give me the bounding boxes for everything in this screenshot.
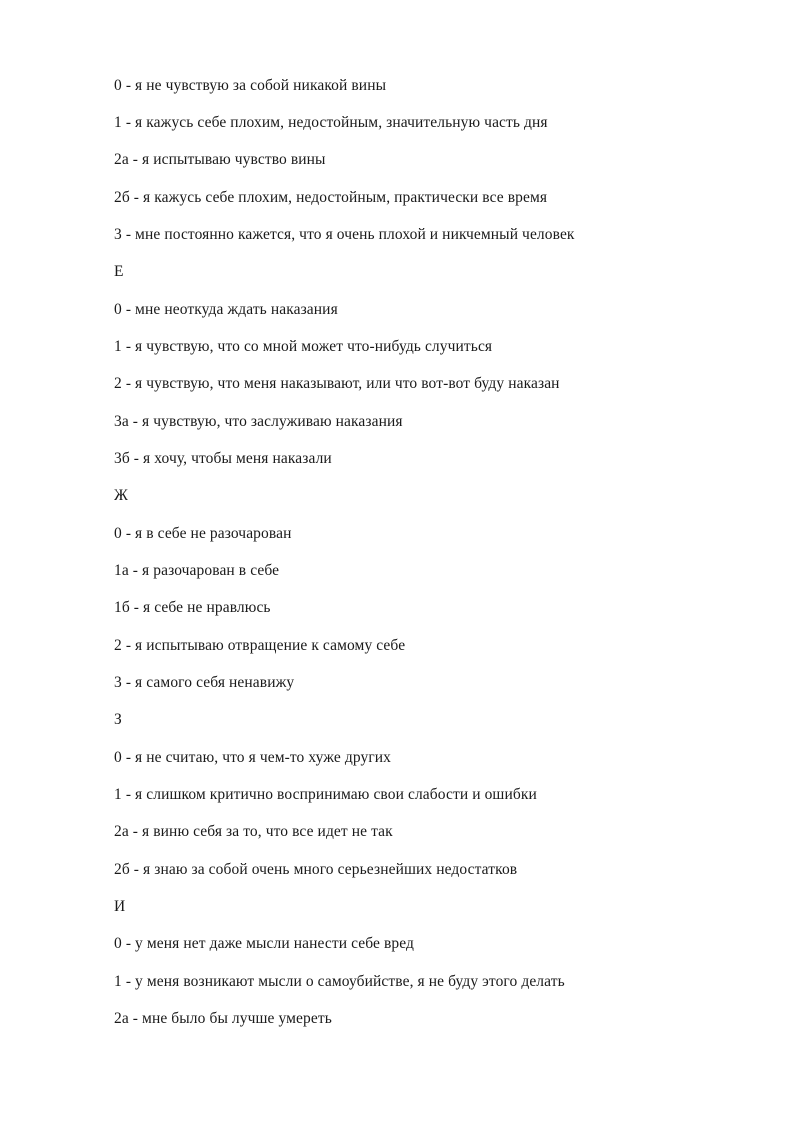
text-line: 2б - я кажусь себе плохим, недостойным, практически все время bbox=[114, 189, 548, 206]
text-line: 2а - я виню себя за то, что все идет не так bbox=[114, 823, 393, 840]
text-line: 1а - я разочарован в себе bbox=[114, 562, 280, 579]
text-line: 3 - мне постоянно кажется, что я очень плохой и никчемный человек bbox=[114, 226, 575, 243]
text-line: 2а - мне было бы лучше умереть bbox=[114, 1010, 332, 1027]
text-line: 2а - я испытываю чувство вины bbox=[114, 151, 326, 168]
text-line: 3б - я хочу, чтобы меня наказали bbox=[114, 450, 332, 467]
text-line: 1 - я кажусь себе плохим, недостойным, значительную часть дня bbox=[114, 114, 548, 131]
text-line: 1б - я себе не нравлюсь bbox=[114, 599, 271, 616]
text-line: 2б - я знаю за собой очень много серьезнейших недостатков bbox=[114, 861, 518, 878]
text-line: 0 - я не чувствую за собой никакой вины bbox=[114, 77, 387, 94]
text-line: 0 - я не считаю, что я чем-то хуже других bbox=[114, 749, 392, 766]
section-heading: И bbox=[114, 898, 126, 915]
section-heading: Е bbox=[114, 263, 124, 280]
text-line: 2 - я испытываю отвращение к самому себе bbox=[114, 637, 406, 654]
text-line: 0 - я в себе не разочарован bbox=[114, 525, 292, 542]
text-line: 1 - я чувствую, что со мной может что-нибудь случиться bbox=[114, 338, 493, 355]
text-line: 1 - у меня возникают мысли о самоубийстве, я не буду этого делать bbox=[114, 973, 565, 990]
text-line: 2 - я чувствую, что меня наказывают, или что вот-вот буду наказан bbox=[114, 375, 560, 392]
text-line: 0 - у меня нет даже мысли нанести себе вред bbox=[114, 935, 415, 952]
text-line: 3 - я самого себя ненавижу bbox=[114, 674, 295, 691]
section-heading: Ж bbox=[114, 487, 128, 504]
text-line: 3а - я чувствую, что заслуживаю наказания bbox=[114, 413, 403, 430]
text-line: 1 - я слишком критично воспринимаю свои слабости и ошибки bbox=[114, 786, 537, 803]
section-heading: З bbox=[114, 711, 122, 728]
text-line: 0 - мне неоткуда ждать наказания bbox=[114, 301, 338, 318]
